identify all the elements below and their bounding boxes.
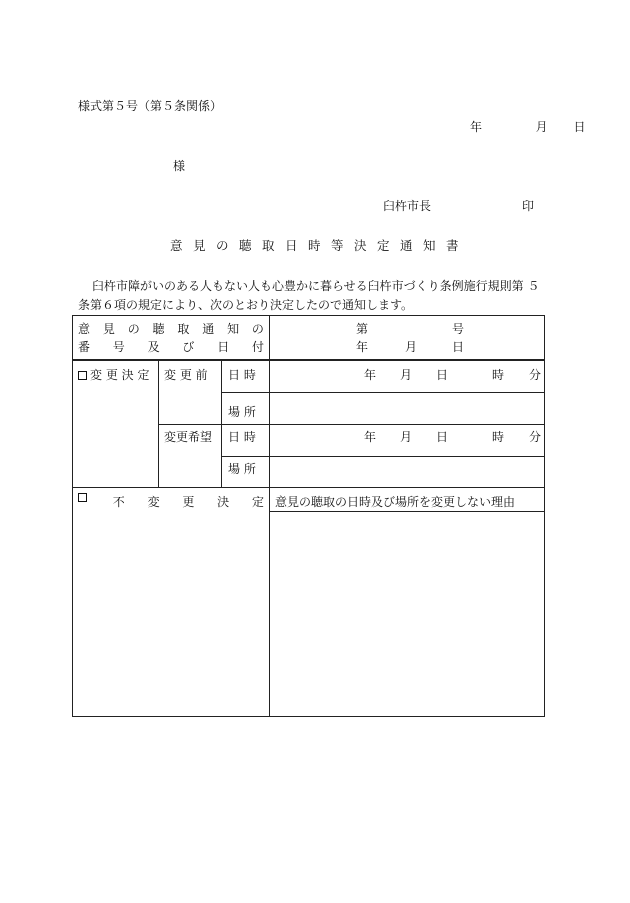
request-dt-year: 年: [364, 430, 377, 444]
change-request-label: 変更希望: [164, 430, 213, 444]
request-place-label: 場 所: [228, 462, 256, 476]
before-change-label: 変 更 前: [164, 368, 208, 382]
date-month: 月: [535, 120, 548, 134]
request-datetime-label: 日 時: [228, 430, 256, 444]
form-number: 様式第５号（第５条関係）: [78, 99, 223, 113]
notice-number-label-line1: 意 見 の 聴 取 通 知 の: [78, 322, 264, 336]
issue-date: [470, 118, 586, 135]
before-dt-day: 日: [436, 368, 449, 382]
no-change-option[interactable]: 不 変 更 決 定: [78, 493, 264, 510]
issuer-name: 臼杵市長: [383, 199, 432, 213]
before-dt-month: 月: [400, 368, 413, 382]
change-decision-label: 変 更 決 定: [90, 368, 150, 382]
no-change-checkbox[interactable]: [78, 493, 87, 502]
change-decision-checkbox[interactable]: [78, 371, 87, 380]
addressee-suffix: 様: [173, 159, 186, 173]
decision-table: [72, 315, 545, 717]
before-datetime-label: 日 時: [228, 368, 256, 382]
no-change-reason-label: 意見の聴取の日時及び場所を変更しない理由: [275, 495, 516, 509]
notice-day: 日: [452, 340, 465, 354]
change-decision-option[interactable]: [78, 366, 149, 383]
notice-number-prefix: 第: [356, 322, 369, 336]
notice-year: 年: [356, 340, 369, 354]
request-dt-minute: 分: [529, 430, 542, 444]
intro-text: 臼杵市障がいのある人もない人も心豊かに暮らせる臼杵市づくり条例施行規則第 ５ 条第６項の規定により、次のとおり決定したので通知します。: [78, 279, 540, 312]
date-day: 日: [573, 120, 586, 134]
request-dt-day: 日: [436, 430, 449, 444]
notice-number-label-line2: 番 号 及 び 日 付: [78, 340, 264, 354]
notice-number-suffix: 号: [452, 322, 465, 336]
before-dt-minute: 分: [529, 368, 542, 382]
before-dt-hour: 時: [492, 368, 505, 382]
notice-month: 月: [405, 340, 418, 354]
request-dt-month: 月: [400, 430, 413, 444]
document-title: 意見の聴取日時等決定通知書: [170, 238, 470, 253]
seal-mark: 印: [522, 199, 535, 213]
before-place-label: 場 所: [228, 405, 256, 419]
before-dt-year: 年: [364, 368, 377, 382]
request-dt-hour: 時: [492, 430, 505, 444]
date-year: 年: [470, 120, 483, 134]
